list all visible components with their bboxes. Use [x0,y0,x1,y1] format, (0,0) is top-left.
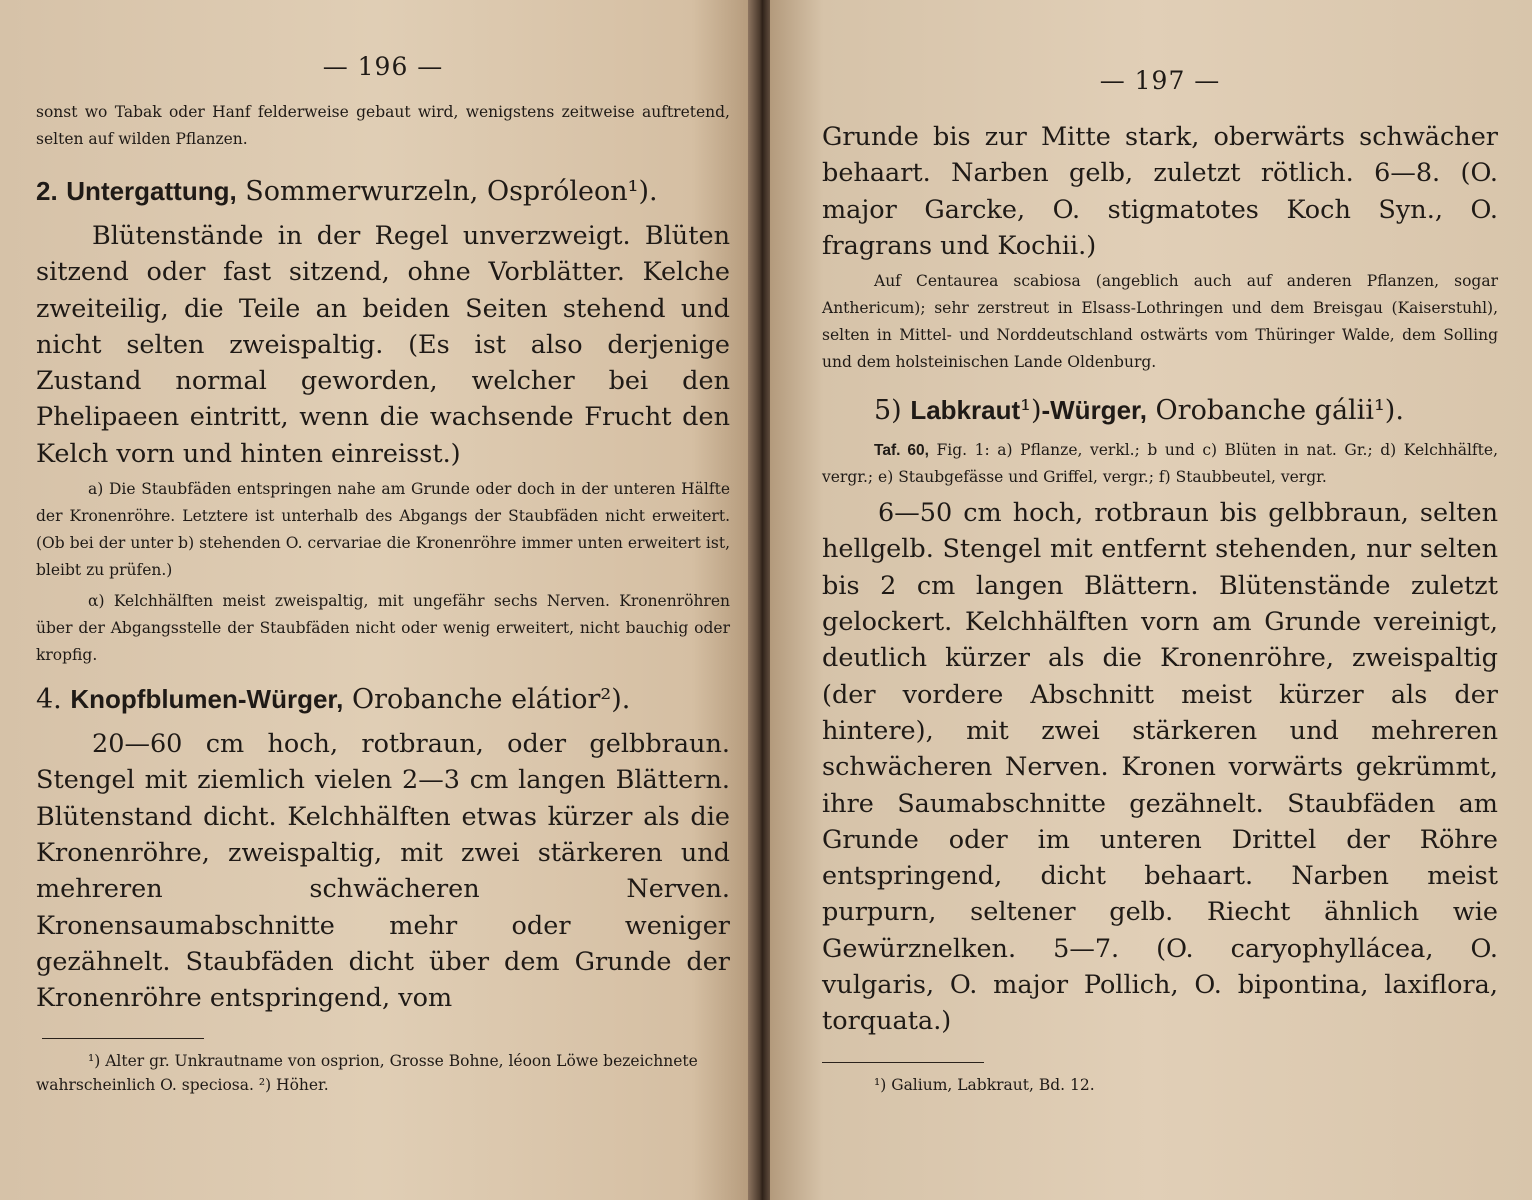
page-number: — 196 — [322,52,444,81]
heading-bold: Untergattung, [66,176,237,206]
small-paragraph-alpha: α) Kelchhälften meist zweispaltig, mit ungefähr sechs Nerven. Kronenröhren über der Abgangsstelle der Staubfäden nicht oder wenig erweitert, nicht bauchig oder kropfig. [36,592,730,665]
heading-number: 4. [36,684,62,716]
heading-number: 2. [36,176,58,206]
heading-rest: Sommerwurzeln, Osprόleon¹). [245,176,658,207]
paragraph-continued: Grunde bis zur Mitte stark, oberwärts schwächer behaart. Narben gelb, zuletzt rötlich. 6—8. (O. major Garcke, O. stigmatotes Koch Syn., O. fragrans und Kochii.) [822,122,1498,261]
page-number: — 197 — [1099,66,1221,95]
heading-bold: Knopfblumen-Würger, [70,684,344,715]
intro-text: sonst wo Tabak oder Hanf felderweise gebaut wird, wenigstens zeitweise auftretend, selten auf wilden Pflanzen. [36,103,730,148]
right-page [770,0,1532,1200]
species-heading [36,679,730,720]
footnote: ¹) Galium, Labkraut, Bd. 12. [874,1075,1095,1094]
species-heading [874,390,1498,431]
heading-rest: Orobanche gálii¹). [1155,395,1404,427]
plate-label: Taf. 60, [874,442,929,460]
paragraph: Blütenstände in der Regel unverzweigt. Blüten sitzend oder fast sitzend, ohne Vorblätter. Kelche zweiteilig, die Teile an beiden Seiten stehend und nicht selten zweispaltig. (Es ist also derjenige Zustand normal geworden, welcher bei den Phelipaeen eintritt, wenn die wachsende Frucht den Kelch vorn und hinten einreisst.) [36,221,730,469]
paragraph: 6—50 cm hoch, rotbraun bis gelbbraun, selten hellgelb. Stengel mit entfernt stehenden, nur selten bis 2 cm langen Blättern. Blütenstände zuletzt gelockert. Kelchhälften vorn am Grunde vereinigt, deutlich kürzer als die Kronenröhre, zweispaltig (der vordere Abschnitt meist kürzer als der hintere), mit zwei stärkeren und mehreren schwächeren Nerven. Kronen vorwärts gekrümmt, ihre Saumabschnitte gezähnelt. Staubfäden am Grunde oder im unteren Drittel der Röhre entspringend, dicht behaart. Narben meist purpurn, seltener gelb. Riecht ähnlich wie Gewürznelken. 5—7. (O. caryophyllácea, O. vulgaris, O. major Pollich, O. bipontina, laxiflora, torquata.) [822,498,1498,1037]
heading-number: 5) [874,395,902,427]
footnote-divider [42,1038,204,1039]
heading-sup: ¹) [1020,395,1042,427]
small-paragraph: Auf Centaurea scabiosa (angeblich auch auf anderen Pflanzen, sogar Anthericum); sehr zerstreut in Elsass-Lothringen und dem Breisgau (Kaiserstuhl), selten in Mittel- und Norddeutschland ostwärts vom Thüringer Walde, dem Solling und dem holsteinischen Lande Oldenburg. [822,272,1498,372]
left-page [0,0,752,1200]
plate-reference [822,437,1498,491]
heading-bold-b: -Würger, [1041,395,1147,426]
paragraph: 20—60 cm hoch, rotbraun, oder gelbbraun. Stengel mit ziemlich vielen 2—3 cm langen Blättern. Blütenstand dicht. Kelchhälften etwas kürzer als die Kronenröhre, zweispaltig, mit zwei stärkeren und mehreren schwächeren Nerven. Kronensaumabschnitte mehr oder weniger gezähnelt. Staubfäden dicht über dem Grunde der Kronenröhre entspringend, vom [36,729,730,1014]
heading-rest: Orobanche elátior²). [351,684,631,716]
plate-text: Fig. 1: a) Pflanze, verkl.; b und c) Blüten in nat. Gr.; d) Kelchhälfte, vergr.; e) Staubgefässe und Griffel, vergr.; f) Staubbeutel, vergr. [822,441,1498,487]
heading-bold: Labkraut [910,395,1021,426]
footnote: ¹) Alter gr. Unkrautname von osprion, Grosse Bohne, léoon Löwe bezeichnete wahrscheinlich O. speciosa. ²) Höher. [36,1052,698,1095]
section-heading [36,171,730,212]
footnote-divider [822,1062,984,1063]
small-paragraph-a: a) Die Staubfäden entspringen nahe am Grunde oder doch in der unteren Hälfte der Kronenröhre. Letztere ist unterhalb des Abgangs der Staubfäden nicht erweitert. (Ob bei der unter b) stehenden O. cervariae die Kronenröhre immer unten erweitert ist, bleibt zu prüfen.) [36,480,730,580]
